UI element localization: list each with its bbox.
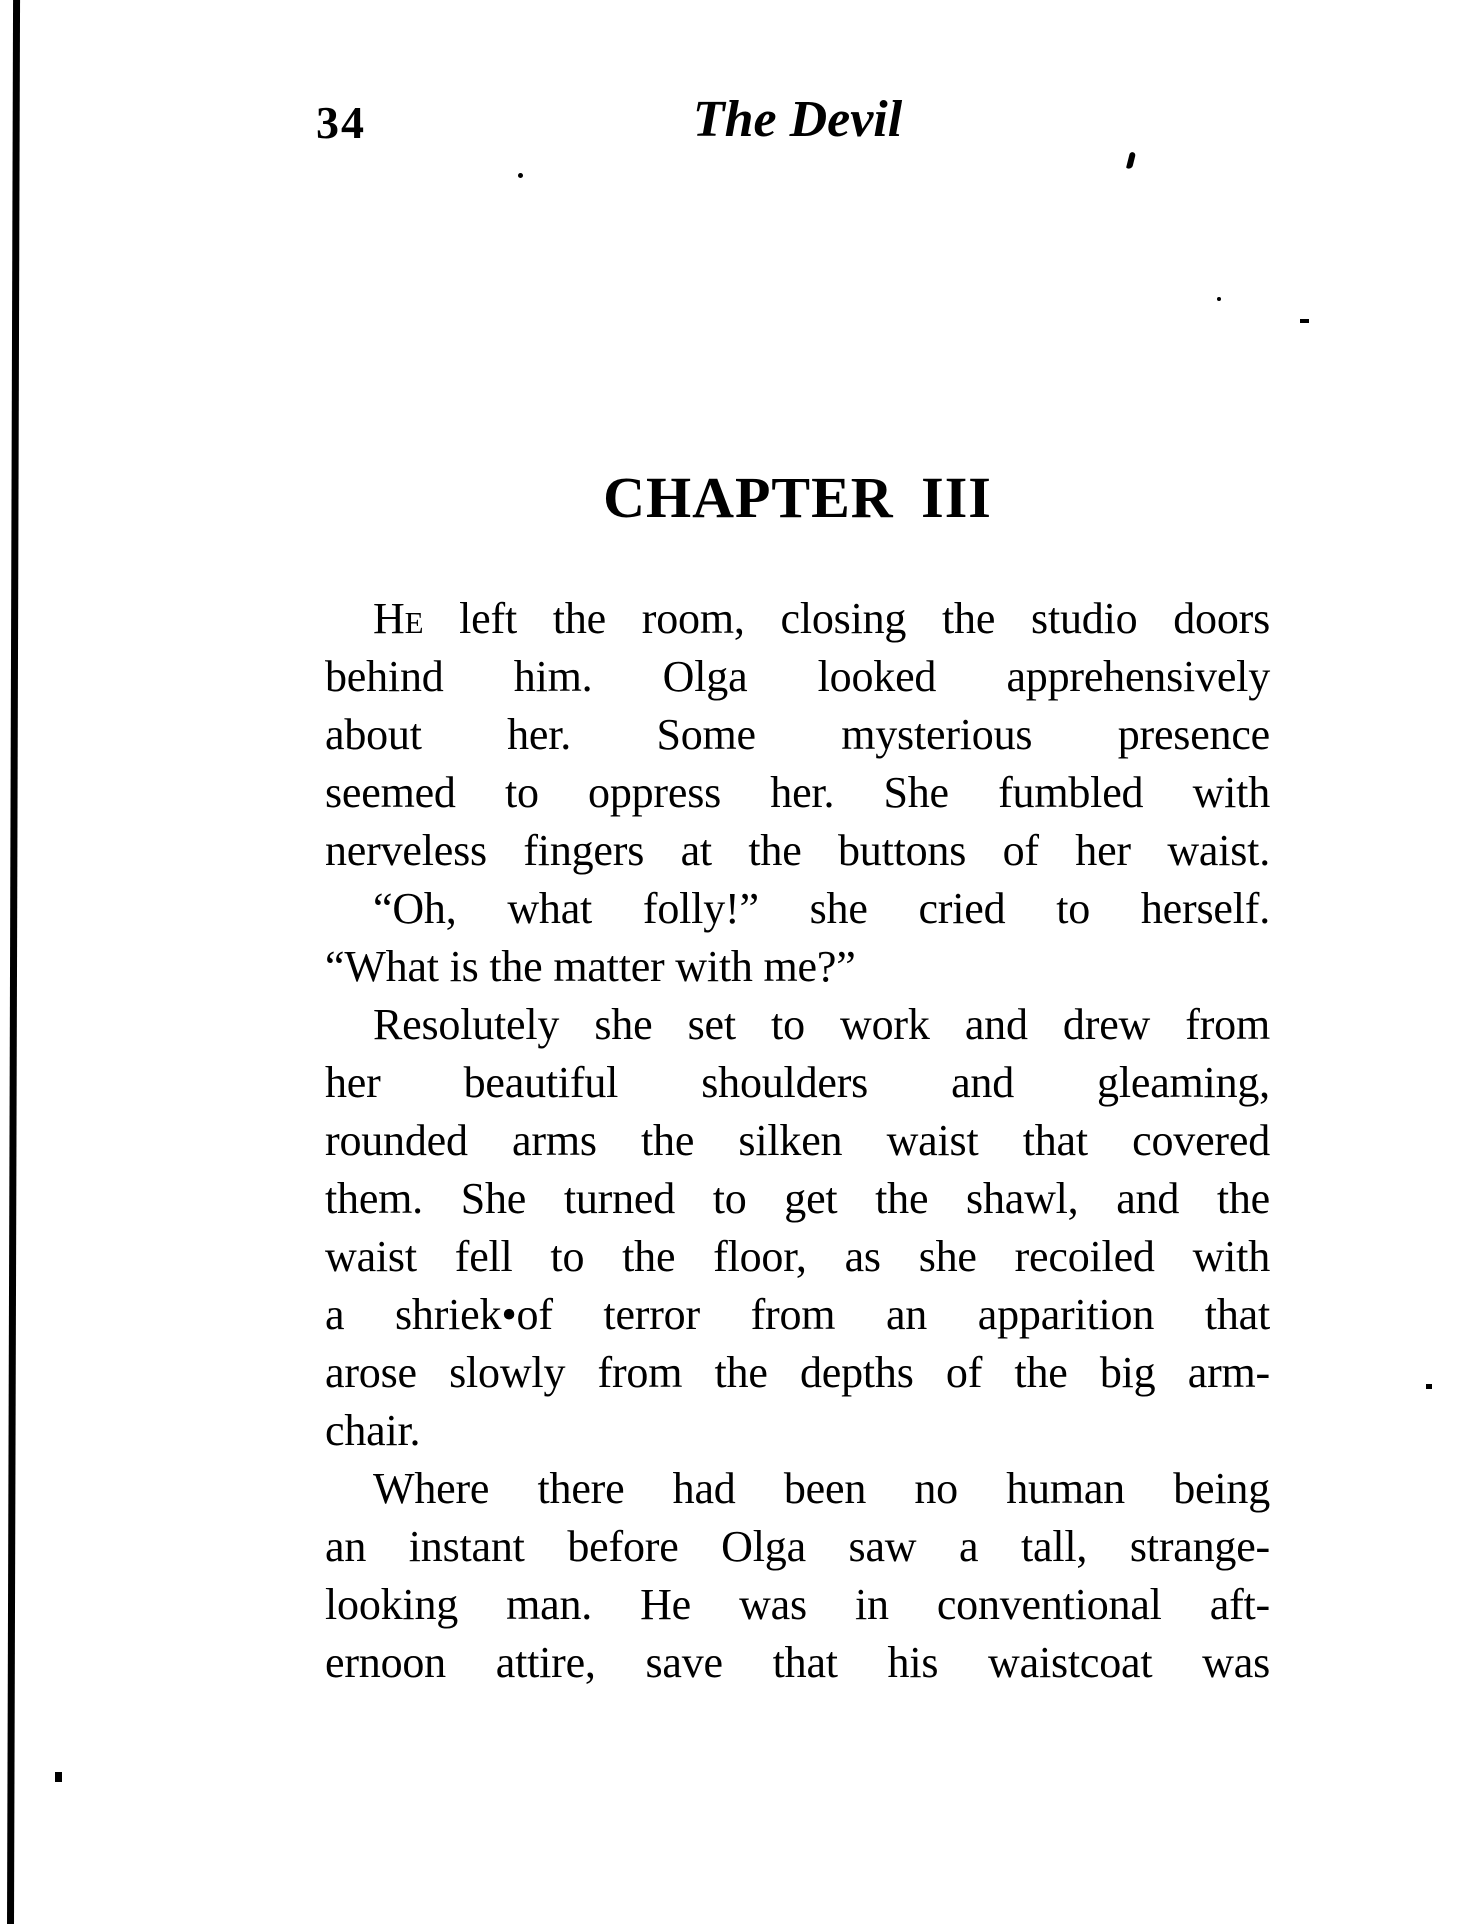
text-line: Resolutely she set to work and drew from [373, 1000, 1270, 1049]
text-line: waist fell to the floor, as she recoiled with [325, 1232, 1270, 1281]
scan-speck [1217, 297, 1221, 301]
scan-edge-line [7, 0, 20, 1924]
scan-speck [55, 1772, 62, 1782]
text-line: rounded arms the silken waist that covered [325, 1116, 1270, 1165]
text-line: an instant before Olga saw a tall, strange- [325, 1522, 1270, 1571]
scan-speck [1300, 319, 1309, 323]
scan-speck [518, 173, 523, 178]
text-line: them. She turned to get the shawl, and the [325, 1174, 1270, 1223]
text-line: Where there had been no human being [373, 1464, 1270, 1513]
text-line: ernoon attire, save that his waistcoat was [325, 1638, 1270, 1687]
text-line-rest: left the room, closing the studio doors [423, 594, 1270, 643]
text-line: “What is the matter with me?” [325, 942, 856, 991]
text-line [325, 590, 1270, 648]
scan-speck [1426, 1384, 1432, 1389]
text-line: behind him. Olga looked apprehensively [325, 652, 1270, 701]
text-line: her beautiful shoulders and gleaming, [325, 1058, 1270, 1107]
body-text [325, 590, 1270, 1692]
text-line: nerveless fingers at the buttons of her waist. [325, 826, 1270, 875]
text-line: chair. [325, 1406, 421, 1455]
text-line: arose slowly from the depths of the big arm- [325, 1348, 1270, 1397]
text-line: a shriek•of terror from an apparition that [325, 1290, 1270, 1339]
text-line: looking man. He was in conventional aft- [325, 1580, 1270, 1629]
smallcaps-lead: He [373, 594, 424, 643]
text-line: seemed to oppress her. She fumbled with [325, 768, 1270, 817]
scan-mark-comma [1126, 152, 1136, 170]
page-number: 34 [316, 97, 366, 148]
text-line: “Oh, what folly!” she cried to herself. [373, 884, 1270, 933]
text-line: about her. Some mysterious presence [325, 710, 1270, 759]
running-title: The Devil [692, 91, 903, 148]
chapter-heading: CHAPTER III [603, 465, 992, 530]
